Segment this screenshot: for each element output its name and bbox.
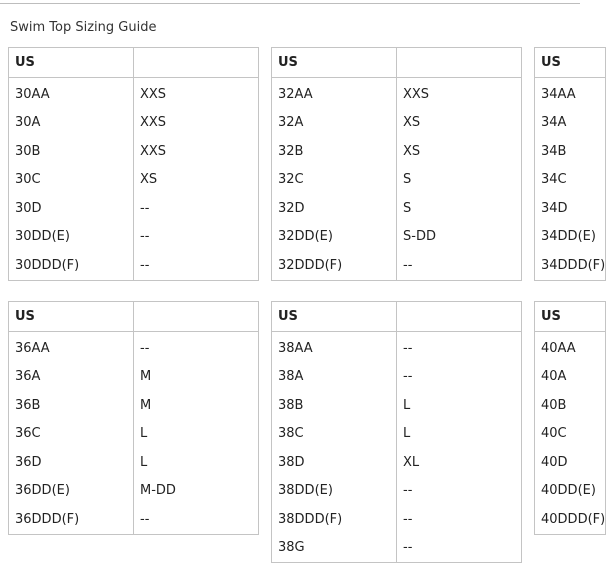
table-row [272,251,522,280]
us-size-cell: 36AA [9,332,134,363]
us-size-header: US [9,302,134,332]
us-size-cell: 38A [272,363,397,392]
table-row [272,109,522,138]
us-size-cell: 32DD(E) [272,223,397,252]
us-size-cell: 34D [535,194,606,223]
size-header [397,48,522,78]
table-row [9,363,259,392]
us-size-cell: 40D [535,448,606,477]
table-row [535,166,606,195]
table-header-row [535,302,606,332]
swim-size-cell: L [397,420,522,449]
us-size-cell: 40A [535,363,606,392]
swim-size-cell: XS [397,137,522,166]
size-header [134,48,259,78]
us-size-cell: 32A [272,109,397,138]
table-row [272,194,522,223]
swim-size-cell: -- [134,223,259,252]
us-size-cell: 36D [9,448,134,477]
us-size-cell: 30A [9,109,134,138]
table-row [535,332,606,363]
size-table-5 [271,301,522,563]
table-row [272,166,522,195]
swim-size-cell: XS [134,166,259,195]
swim-size-cell: S-DD [397,223,522,252]
table-row [9,448,259,477]
table-header-row [9,302,259,332]
swim-size-cell: -- [134,332,259,363]
table-row [9,166,259,195]
table-row [535,363,606,392]
table-row [535,78,606,109]
us-size-cell: 38DDD(F) [272,505,397,534]
swim-size-cell: -- [397,251,522,280]
size-table-4 [8,301,259,535]
table-row [272,78,522,109]
table-row [272,363,522,392]
us-size-cell: 30C [9,166,134,195]
table-row [272,420,522,449]
swim-size-cell: S [397,194,522,223]
table-row [9,78,259,109]
us-size-cell: 40AA [535,332,606,363]
table-row [9,332,259,363]
table-row [272,391,522,420]
table-row [9,194,259,223]
us-size-cell: 34DD(E) [535,223,606,252]
table-row [9,137,259,166]
swim-size-cell: XXS [134,109,259,138]
us-size-header: US [9,48,134,78]
swim-size-cell: -- [397,505,522,534]
swim-size-cell: M-DD [134,477,259,506]
swim-size-cell: XXS [134,78,259,109]
us-size-cell: 32D [272,194,397,223]
us-size-cell: 40B [535,391,606,420]
us-size-cell: 30DD(E) [9,223,134,252]
swim-size-cell: XL [397,448,522,477]
size-header [397,302,522,332]
us-size-cell: 32C [272,166,397,195]
swim-size-cell: -- [134,505,259,534]
swim-size-cell: M [134,363,259,392]
table-row [9,477,259,506]
table-row [9,391,259,420]
table-row [9,109,259,138]
swim-size-cell: -- [134,251,259,280]
table-row [272,505,522,534]
table-header-row [535,48,606,78]
us-size-cell: 38D [272,448,397,477]
us-size-header: US [535,302,606,332]
table-header-row [9,48,259,78]
table-row [9,505,259,534]
swim-size-cell: XXS [134,137,259,166]
page-title: Swim Top Sizing Guide [10,20,157,35]
us-size-cell: 30D [9,194,134,223]
us-size-cell: 36DDD(F) [9,505,134,534]
us-size-cell: 36A [9,363,134,392]
us-size-cell: 30AA [9,78,134,109]
us-size-cell: 34A [535,109,606,138]
us-size-cell: 34DDD(F) [535,251,606,280]
us-size-cell: 38B [272,391,397,420]
swim-size-cell: -- [397,363,522,392]
table-row [9,223,259,252]
us-size-cell: 30DDD(F) [9,251,134,280]
swim-size-cell: L [397,391,522,420]
us-size-cell: 34C [535,166,606,195]
table-row [535,251,606,280]
swim-size-cell: M [134,391,259,420]
us-size-cell: 34B [535,137,606,166]
table-row [535,477,606,506]
us-size-cell: 36DD(E) [9,477,134,506]
table-row [272,332,522,363]
swim-size-cell: S [397,166,522,195]
us-size-cell: 34AA [535,78,606,109]
us-size-cell: 40DDD(F) [535,505,606,534]
table-row [535,391,606,420]
size-table-2 [271,47,522,281]
swim-size-cell: -- [397,477,522,506]
us-size-cell: 40C [535,420,606,449]
us-size-cell: 32B [272,137,397,166]
us-size-cell: 36C [9,420,134,449]
us-size-cell: 40DD(E) [535,477,606,506]
table-row [535,505,606,534]
us-size-header: US [535,48,606,78]
us-size-cell: 38G [272,534,397,563]
swim-size-cell: L [134,420,259,449]
table-row [272,137,522,166]
us-size-cell: 36B [9,391,134,420]
us-size-header: US [272,302,397,332]
size-table-6 [534,301,606,535]
table-row [535,109,606,138]
us-size-header: US [272,48,397,78]
us-size-cell: 30B [9,137,134,166]
table-header-row [272,302,522,332]
swim-size-cell: XS [397,109,522,138]
table-row [535,223,606,252]
table-row [272,534,522,563]
size-header [134,302,259,332]
table-row [535,448,606,477]
table-row [9,420,259,449]
table-row [535,420,606,449]
swim-size-cell: -- [134,194,259,223]
swim-size-cell: -- [397,332,522,363]
us-size-cell: 38AA [272,332,397,363]
size-table-1 [8,47,259,281]
us-size-cell: 38C [272,420,397,449]
us-size-cell: 38DD(E) [272,477,397,506]
swim-size-cell: L [134,448,259,477]
table-row [272,477,522,506]
swim-size-cell: XXS [397,78,522,109]
top-divider [0,3,580,4]
table-header-row [272,48,522,78]
table-row [272,448,522,477]
table-row [9,251,259,280]
table-row [535,194,606,223]
table-row [272,223,522,252]
table-row [535,137,606,166]
us-size-cell: 32DDD(F) [272,251,397,280]
us-size-cell: 32AA [272,78,397,109]
size-table-3 [534,47,606,281]
swim-size-cell: -- [397,534,522,563]
